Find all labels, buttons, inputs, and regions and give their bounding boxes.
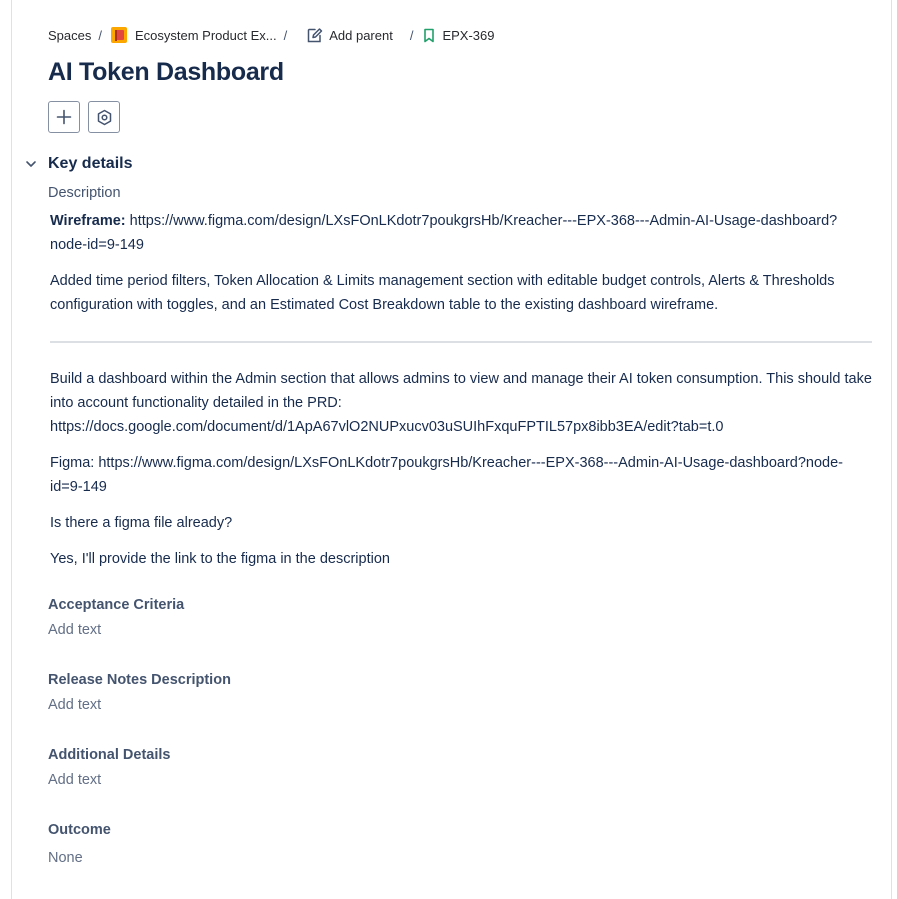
project-avatar-icon (111, 27, 127, 43)
build-text: Build a dashboard within the Admin section that allows admins to view and manage their AI token consumption. This should take into account functionality detailed in the PRD: https://docs.google.com/document/d/1ApA67vlO2NUPxucv03uSUIhFxquFPTIL57px8ibb3EA/edit?tab=t.0 (50, 371, 872, 435)
description-question[interactable] (50, 511, 872, 535)
release-notes-field[interactable]: Add text (48, 697, 102, 713)
breadcrumb-project[interactable] (111, 27, 277, 43)
additional-details-label: Additional Details (48, 747, 171, 763)
question-text: Is there a figma file already? (50, 515, 233, 531)
issue-panel (11, 0, 892, 899)
edit-icon (306, 27, 323, 44)
answer-text: Yes, I'll provide the link to the figma in the description (50, 551, 390, 567)
add-button[interactable] (48, 101, 80, 133)
wireframe-label: Wireframe: (50, 213, 126, 229)
wireframe-link[interactable]: https://www.figma.com/design/LXsFOnLKdotr7poukgrsHb/Kreacher---EPX-368---Admin-AI-Usage-dashboard?node-id=9-149 (50, 213, 838, 253)
additional-details-field[interactable]: Add text (48, 772, 102, 788)
outcome-field[interactable]: None (48, 850, 83, 866)
plus-icon (56, 109, 72, 125)
update-note-text: Added time period filters, Token Allocation & Limits management section with editable budget controls, Alerts & Thresholds configuration with toggles, and an Estimated Cost Breakdown table to the existing dashboard wireframe. (50, 273, 835, 313)
description-answer[interactable] (50, 547, 872, 571)
description-label: Description (48, 185, 121, 201)
breadcrumb (48, 26, 495, 44)
breadcrumb-separator: / (283, 27, 288, 43)
description-update-note[interactable] (50, 269, 872, 317)
acceptance-criteria-label: Acceptance Criteria (48, 597, 185, 613)
breadcrumb-separator: / (409, 27, 414, 43)
description-build[interactable] (50, 367, 872, 439)
acceptance-criteria-field[interactable]: Add text (48, 622, 102, 638)
apps-button[interactable] (88, 101, 120, 133)
breadcrumb-issue-key[interactable] (422, 28, 494, 43)
description-wireframe[interactable] (50, 209, 872, 257)
chevron-down-icon (22, 155, 40, 173)
outcome-label: Outcome (48, 822, 111, 838)
add-parent-button[interactable] (306, 27, 393, 44)
description-divider (50, 341, 872, 343)
description-figma[interactable] (50, 451, 872, 499)
breadcrumb-project-label: Ecosystem Product Ex... (135, 27, 277, 43)
key-details-title: Key details (48, 155, 133, 172)
figma-text: Figma: https://www.figma.com/design/LXsFOnLKdotr7poukgrsHb/Kreacher---EPX-368---Admin-AI-Usage-dashboard?node-id=9-149 (50, 455, 844, 495)
add-parent-label: Add parent (329, 27, 393, 43)
key-details-toggle[interactable] (22, 155, 132, 173)
breadcrumb-spaces[interactable]: Spaces (48, 27, 92, 43)
issue-key-label: EPX-369 (442, 27, 495, 43)
hexagon-gear-icon (96, 109, 113, 126)
issue-title[interactable]: AI Token Dashboard (48, 58, 284, 86)
story-bookmark-icon (422, 28, 436, 43)
release-notes-label: Release Notes Description (48, 672, 231, 688)
breadcrumb-separator: / (98, 27, 102, 43)
